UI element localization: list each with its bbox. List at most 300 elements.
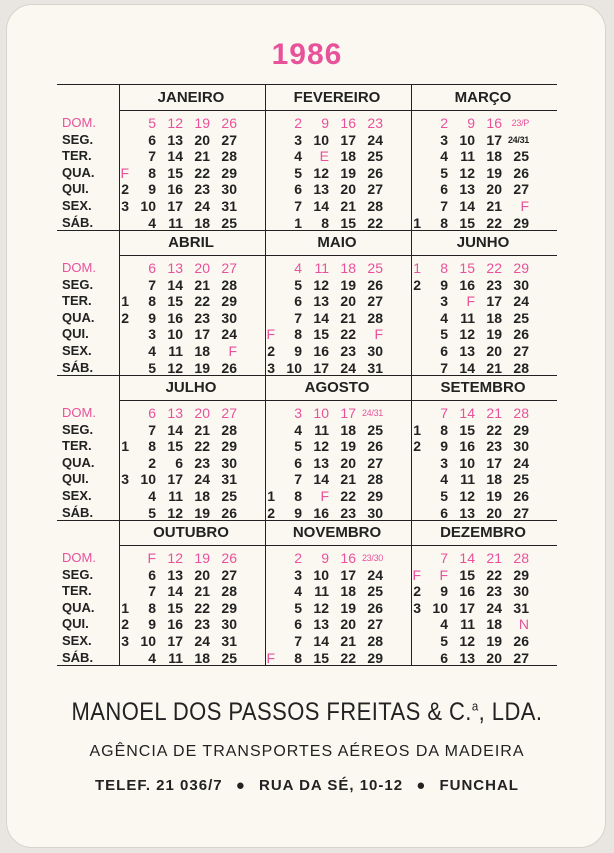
calendar-date: 8 xyxy=(294,649,302,666)
calendar-date: 10 xyxy=(140,471,156,488)
calendar-date: 7 xyxy=(440,405,448,421)
calendar-date: 7 xyxy=(148,276,156,293)
calendar-date: 24 xyxy=(194,471,210,488)
calendar-date: 15 xyxy=(167,599,183,616)
month-name: FEVEREIRO xyxy=(293,89,381,106)
calendar-date: 3 xyxy=(440,454,448,471)
calendar-date: 20 xyxy=(340,454,356,471)
calendar-date: 27 xyxy=(221,405,237,421)
calendar-date: 7 xyxy=(440,550,448,566)
calendar-date: 26 xyxy=(221,115,237,131)
calendar-date: 28 xyxy=(367,633,383,649)
calendar-date: 4 xyxy=(148,214,156,231)
calendar-date: 14 xyxy=(167,583,183,600)
calendar-date: 2 xyxy=(267,504,275,521)
calendar-date: 29 xyxy=(367,488,383,504)
calendar-date: 13 xyxy=(459,343,475,359)
calendar-date: 11 xyxy=(314,583,329,600)
calendar-date: 20 xyxy=(340,616,356,633)
calendar-date: 10 xyxy=(313,405,329,421)
calendar-date: 11 xyxy=(168,214,183,231)
month-name: OUTUBRO xyxy=(153,524,229,541)
bullet-separator: ● xyxy=(235,777,246,794)
calendar-date: 11 xyxy=(460,309,475,326)
calendar-date: 21 xyxy=(194,148,210,165)
calendar-date: 26 xyxy=(367,438,383,455)
address-line xyxy=(7,777,606,794)
calendar-date: 20 xyxy=(194,131,210,148)
calendar-date: 30 xyxy=(367,343,383,359)
calendar-date: 29 xyxy=(513,260,529,276)
month-name: AGOSTO xyxy=(304,379,370,396)
calendar-card xyxy=(6,4,606,848)
weekday-label: QUI. xyxy=(62,471,89,487)
calendar-date: F xyxy=(228,343,237,359)
bullet-separator: ● xyxy=(416,777,427,794)
calendar-date: 18 xyxy=(340,583,356,600)
calendar-date: 27 xyxy=(513,343,529,359)
calendar-date: 26 xyxy=(513,633,529,649)
calendar-date: 30 xyxy=(221,454,237,471)
month-header-underline xyxy=(119,400,557,401)
calendar-date: 22 xyxy=(486,260,502,276)
calendar-date: 20 xyxy=(340,181,356,198)
calendar-date: 5 xyxy=(294,438,302,455)
calendar-date: 13 xyxy=(313,293,329,310)
calendar-date: 10 xyxy=(286,359,302,376)
calendar-date: 11 xyxy=(168,488,183,504)
calendar-date: 3 xyxy=(440,131,448,148)
month-header-underline xyxy=(119,545,557,546)
calendar-date: 16 xyxy=(167,181,183,198)
calendar-date: 17 xyxy=(313,359,329,376)
month-header-underline xyxy=(119,255,557,256)
calendar-date: 17 xyxy=(459,599,475,616)
company-name-text: MANOEL DOS PASSOS FREITAS & C. xyxy=(71,698,472,726)
month-name: JUNHO xyxy=(456,234,510,251)
weekday-label: SEG. xyxy=(62,276,94,292)
calendar-date: 21 xyxy=(486,359,502,376)
calendar-date: 19 xyxy=(340,438,356,455)
calendar-date: 7 xyxy=(148,148,156,165)
calendar-date: 4 xyxy=(440,309,448,326)
month-name: NOVEMBRO xyxy=(292,524,382,541)
weekday-label: DOM. xyxy=(62,115,96,130)
weekday-label: SEG. xyxy=(62,131,94,147)
calendar-date: 5 xyxy=(440,633,448,649)
calendar-date: 14 xyxy=(313,309,329,326)
calendar-date: 22 xyxy=(194,293,210,310)
calendar-date: 10 xyxy=(140,198,156,214)
calendar-date: 25 xyxy=(221,214,237,231)
calendar-date: 2 xyxy=(294,115,302,131)
calendar-date: 3 xyxy=(294,405,302,421)
calendar-date: 9 xyxy=(294,504,302,521)
calendar-date: 5 xyxy=(148,115,156,131)
calendar-date: 20 xyxy=(194,566,210,583)
calendar-date: 18 xyxy=(486,471,502,488)
weekday-label: QUI. xyxy=(62,181,89,197)
calendar-date: 23 xyxy=(194,309,210,326)
calendar-date: 15 xyxy=(459,421,475,438)
calendar-date: 7 xyxy=(294,198,302,214)
calendar-date: 11 xyxy=(460,616,475,633)
calendar-date: 28 xyxy=(513,359,529,376)
calendar-date: 17 xyxy=(486,293,502,310)
calendar-date: 3 xyxy=(148,326,156,343)
weekday-label: TER. xyxy=(62,148,92,164)
calendar-date: 6 xyxy=(148,405,156,421)
calendar-date: 16 xyxy=(313,343,329,359)
calendar-date: 19 xyxy=(340,276,356,293)
calendar-date: 5 xyxy=(440,488,448,504)
calendar-date: 6 xyxy=(148,131,156,148)
calendar-date: 22 xyxy=(367,214,383,231)
calendar-date: 23/P xyxy=(511,118,529,128)
calendar-date: 16 xyxy=(340,115,356,131)
calendar-date: 22 xyxy=(340,649,356,666)
calendar-date: 27 xyxy=(513,181,529,198)
calendar-date: 11 xyxy=(314,260,329,276)
calendar-date: 7 xyxy=(440,359,448,376)
weekday-label: SÁB. xyxy=(62,359,94,375)
calendar-date: 13 xyxy=(167,405,183,421)
calendar-date: 7 xyxy=(440,198,448,214)
calendar-date: F xyxy=(439,566,448,583)
calendar-date: 27 xyxy=(513,504,529,521)
calendar-date: 12 xyxy=(313,164,329,181)
calendar-date: 18 xyxy=(340,421,356,438)
calendar-date: 26 xyxy=(221,504,237,521)
calendar-date: 9 xyxy=(440,583,448,600)
calendar-date: 30 xyxy=(221,309,237,326)
month-name: ABRIL xyxy=(168,234,214,251)
calendar-date: 15 xyxy=(459,566,475,583)
calendar-date: 6 xyxy=(440,504,448,521)
calendar-date: 13 xyxy=(167,566,183,583)
calendar-date: 22 xyxy=(486,421,502,438)
calendar-date: 14 xyxy=(459,359,475,376)
calendar-date: 21 xyxy=(194,583,210,600)
calendar-date: 12 xyxy=(459,488,475,504)
calendar-date: 28 xyxy=(221,276,237,293)
calendar-date: 2 xyxy=(121,181,129,198)
weekday-label: SEG. xyxy=(62,421,94,437)
weekday-label: DOM. xyxy=(62,550,96,565)
calendar-date: 13 xyxy=(459,181,475,198)
calendar-date: F xyxy=(374,326,383,343)
calendar-date: 26 xyxy=(513,488,529,504)
calendar-date: 3 xyxy=(440,293,448,310)
calendar-date: 28 xyxy=(221,583,237,600)
calendar-date: 4 xyxy=(294,148,302,165)
calendar-date: 4 xyxy=(294,421,302,438)
calendar-date: 17 xyxy=(167,198,183,214)
calendar-date: 23 xyxy=(340,343,356,359)
calendar-date: 16 xyxy=(167,616,183,633)
calendar-date: 2 xyxy=(294,550,302,566)
calendar-date: 30 xyxy=(221,616,237,633)
calendar-date: 31 xyxy=(221,471,237,488)
calendar-date: 13 xyxy=(313,454,329,471)
calendar-date: 10 xyxy=(313,566,329,583)
calendar-date: 28 xyxy=(367,198,383,214)
calendar-date: 17 xyxy=(340,131,356,148)
calendar-date: 24 xyxy=(367,566,383,583)
calendar-date: 16 xyxy=(459,438,475,455)
calendar-date: 29 xyxy=(513,421,529,438)
calendar-date: 17 xyxy=(167,633,183,649)
calendar-date: 12 xyxy=(313,438,329,455)
calendar-date: 1 xyxy=(413,421,421,438)
weekday-label: TER. xyxy=(62,438,92,454)
calendar-date: 24 xyxy=(513,293,529,310)
calendar-date: 23 xyxy=(340,504,356,521)
calendar-date: 29 xyxy=(221,438,237,455)
calendar-date: 9 xyxy=(440,276,448,293)
calendar-date: 22 xyxy=(194,599,210,616)
calendar-date: 26 xyxy=(221,550,237,566)
calendar-date: 3 xyxy=(121,198,129,214)
calendar-date: 2 xyxy=(413,438,421,455)
calendar-date: 30 xyxy=(513,583,529,600)
calendar-date: 21 xyxy=(340,633,356,649)
calendar-date: 27 xyxy=(221,566,237,583)
calendar-date: 18 xyxy=(194,214,210,231)
calendar-date: 25 xyxy=(367,421,383,438)
calendar-date: 19 xyxy=(194,359,210,376)
calendar-date: 26 xyxy=(513,164,529,181)
calendar-date: 6 xyxy=(440,343,448,359)
calendar-date: 8 xyxy=(148,164,156,181)
calendar-date: 25 xyxy=(221,649,237,666)
calendar-date: 1 xyxy=(121,599,129,616)
calendar-date: 25 xyxy=(513,471,529,488)
weekday-label: SEX. xyxy=(62,488,92,503)
calendar-date: 12 xyxy=(459,326,475,343)
weekday-label: QUA. xyxy=(62,309,95,325)
calendar-date: 30 xyxy=(513,276,529,293)
month-name: JULHO xyxy=(165,379,217,396)
calendar-date: 8 xyxy=(294,488,302,504)
weekday-label: TER. xyxy=(62,293,92,309)
calendar-date: 27 xyxy=(221,131,237,148)
calendar-date: 15 xyxy=(167,438,183,455)
calendar-date: 18 xyxy=(194,649,210,666)
calendar-date: 4 xyxy=(148,488,156,504)
calendar-date: 6 xyxy=(294,454,302,471)
calendar-date: F xyxy=(266,326,275,343)
calendar-date: 2 xyxy=(121,616,129,633)
calendar-date: 1 xyxy=(267,488,275,504)
calendar-date: 4 xyxy=(294,260,302,276)
calendar-date: 12 xyxy=(167,115,183,131)
weekday-label: QUI. xyxy=(62,326,89,342)
calendar-date: 31 xyxy=(221,633,237,649)
calendar-date: 12 xyxy=(167,550,183,566)
calendar-date: 2 xyxy=(440,115,448,131)
calendar-date: 4 xyxy=(440,471,448,488)
calendar-date: 5 xyxy=(148,504,156,521)
calendar-date: 21 xyxy=(486,550,502,566)
calendar-date: 14 xyxy=(459,550,475,566)
calendar-date: 13 xyxy=(167,131,183,148)
calendar-date: 28 xyxy=(221,148,237,165)
agency-line: AGÊNCIA DE TRANSPORTES AÉREOS DA MADEIRA xyxy=(89,743,525,760)
calendar-date: 22 xyxy=(194,438,210,455)
calendar-date: 23 xyxy=(486,583,502,600)
calendar-date: 5 xyxy=(440,164,448,181)
calendar-date: 3 xyxy=(294,566,302,583)
calendar-date: 16 xyxy=(340,550,356,566)
weekday-label: SEX. xyxy=(62,633,92,648)
calendar-date: 16 xyxy=(167,309,183,326)
weekday-label: SÁB. xyxy=(62,504,94,520)
city-text: FUNCHAL xyxy=(439,777,519,794)
calendar-date: 28 xyxy=(513,405,529,421)
calendar-date: 18 xyxy=(194,488,210,504)
calendar-date: 6 xyxy=(294,181,302,198)
calendar-date: 8 xyxy=(440,421,448,438)
calendar-date: 18 xyxy=(340,148,356,165)
calendar-date: 4 xyxy=(294,583,302,600)
calendar-date: 26 xyxy=(367,276,383,293)
calendar-date: 9 xyxy=(148,309,156,326)
calendar-date: 10 xyxy=(313,131,329,148)
calendar-date: 2 xyxy=(267,343,275,359)
calendar-date: 20 xyxy=(194,405,210,421)
calendar-date: 20 xyxy=(486,649,502,666)
calendar-date: 13 xyxy=(313,616,329,633)
calendar-date: 28 xyxy=(367,309,383,326)
weekday-label: SEX. xyxy=(62,343,92,358)
calendar-date: 23 xyxy=(486,276,502,293)
calendar-date: 19 xyxy=(194,115,210,131)
calendar-date: 4 xyxy=(440,148,448,165)
calendar-date: 8 xyxy=(440,214,448,231)
calendar-date: 13 xyxy=(459,504,475,521)
weekday-label: QUI. xyxy=(62,616,89,632)
calendar-date: 19 xyxy=(486,633,502,649)
calendar-date: 11 xyxy=(168,649,183,666)
calendar-date: 9 xyxy=(294,343,302,359)
calendar-date: 31 xyxy=(367,359,383,376)
calendar-date: 19 xyxy=(340,164,356,181)
calendar-date: 8 xyxy=(321,214,329,231)
calendar-date: F xyxy=(320,488,329,504)
calendar-date: 24/31 xyxy=(507,134,529,145)
calendar-date: 8 xyxy=(148,438,156,455)
calendar-date: 25 xyxy=(221,488,237,504)
calendar-date: 6 xyxy=(148,260,156,276)
calendar-date: 29 xyxy=(513,566,529,583)
calendar-date: 27 xyxy=(367,454,383,471)
month-header-underline xyxy=(119,110,557,111)
weekday-label: SÁB. xyxy=(62,214,94,230)
calendar-date: 15 xyxy=(459,260,475,276)
calendar-date: 5 xyxy=(294,276,302,293)
calendar-date: 14 xyxy=(313,198,329,214)
calendar-date: 23 xyxy=(194,616,210,633)
calendar-date: 5 xyxy=(294,599,302,616)
calendar-date: 30 xyxy=(221,181,237,198)
weekday-label: SÁB. xyxy=(62,649,94,665)
calendar-date: 3 xyxy=(267,359,275,376)
calendar-date: 12 xyxy=(459,164,475,181)
calendar-date: 3 xyxy=(413,599,421,616)
calendar-date: 14 xyxy=(459,405,475,421)
calendar-date: 17 xyxy=(486,454,502,471)
calendar-date: 15 xyxy=(167,293,183,310)
calendar-date: 29 xyxy=(221,599,237,616)
calendar-date: 13 xyxy=(459,649,475,666)
calendar-date: 26 xyxy=(221,359,237,376)
calendar-date: 29 xyxy=(221,293,237,310)
calendar-date: 15 xyxy=(167,164,183,181)
calendar-date: 19 xyxy=(486,326,502,343)
calendar-date: 30 xyxy=(513,438,529,455)
calendar-date: 22 xyxy=(486,566,502,583)
calendar-date: 25 xyxy=(513,309,529,326)
calendar-date: 1 xyxy=(413,214,421,231)
calendar-date: 28 xyxy=(367,471,383,488)
company-name xyxy=(43,698,571,727)
calendar-date: 15 xyxy=(313,326,329,343)
calendar-date: 20 xyxy=(486,504,502,521)
calendar-date: 29 xyxy=(221,164,237,181)
calendar-date: 10 xyxy=(167,326,183,343)
calendar-date: 10 xyxy=(459,131,475,148)
calendar-date: 18 xyxy=(340,260,356,276)
calendar-date: 19 xyxy=(486,164,502,181)
calendar-date: 27 xyxy=(513,649,529,666)
calendar-date: 21 xyxy=(340,198,356,214)
weekday-label: DOM. xyxy=(62,260,96,275)
calendar-date: 1 xyxy=(121,438,129,455)
calendar-date: 6 xyxy=(440,649,448,666)
calendar-date: 25 xyxy=(367,148,383,165)
calendar-date: 24 xyxy=(367,131,383,148)
calendar-date: 11 xyxy=(168,343,183,359)
calendar-date: F xyxy=(466,293,475,310)
calendar-date: 22 xyxy=(194,164,210,181)
calendar-date: 9 xyxy=(148,181,156,198)
calendar-date: 6 xyxy=(148,566,156,583)
calendar-date: 22 xyxy=(340,326,356,343)
weekday-label: DOM. xyxy=(62,405,96,420)
calendar-date: 17 xyxy=(194,326,210,343)
calendar-date: 18 xyxy=(486,616,502,633)
weekday-label: QUA. xyxy=(62,164,95,180)
calendar-date: 12 xyxy=(167,359,183,376)
calendar-date: 27 xyxy=(367,616,383,633)
calendar-date: 14 xyxy=(167,421,183,438)
calendar-date: 4 xyxy=(148,649,156,666)
weekday-label: QUA. xyxy=(62,454,95,470)
calendar-date: 19 xyxy=(486,488,502,504)
calendar-date: 16 xyxy=(459,583,475,600)
calendar-date: 8 xyxy=(294,326,302,343)
calendar-date: 27 xyxy=(221,260,237,276)
calendar-date: 25 xyxy=(367,260,383,276)
company-name-sup: a xyxy=(471,698,479,714)
calendar-date: 10 xyxy=(432,599,448,616)
calendar-date: 27 xyxy=(367,293,383,310)
calendar-date: 20 xyxy=(340,293,356,310)
calendar-date: 20 xyxy=(486,343,502,359)
calendar-date: F xyxy=(266,649,275,666)
calendar-date: 29 xyxy=(513,214,529,231)
